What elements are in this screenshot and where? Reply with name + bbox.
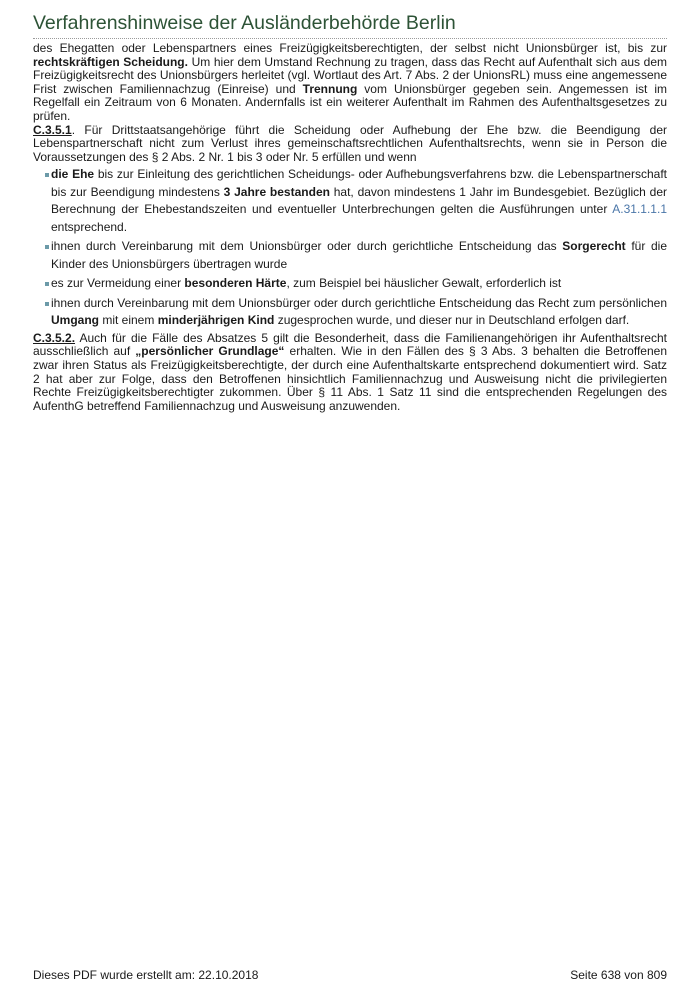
bullet-2-bold-1: Sorgerecht (562, 239, 626, 254)
intro-bold-2: Trennung (302, 81, 358, 96)
section-c351-text: . Für Drittstaatsangehörige führt die Scheidung oder Aufhebung der Ehe bzw. die Beendigung der Lebenspartnerschaft nicht zum Verlust ihres gemeinschaftsrechtlichen Aufenthaltsrechts, wenn sie in Person die Voraussetzungen des § 2 Abs. 2 Nr. 1 bis 3 oder Nr. 5 erfüllen und wenn (33, 122, 667, 164)
intro-text-1: des Ehegatten oder Lebenspartners eines Freizügigkeitsberechtigten, der selbst nicht Unionsbürger ist, bis zur (33, 41, 667, 55)
bullet-1-text-2: hat, davon mindestens 1 Jahr im Bundesgebiet. Bezüglich der Berechnung der Ehebestandszeiten und eventueller Unterbrechungen gelten die Ausführungen unter (51, 184, 667, 217)
header-divider (33, 38, 667, 39)
conditions-list (33, 166, 667, 330)
section-c352-bold-1: „persönlicher Grundlage“ (135, 344, 285, 359)
section-c352-paragraph (33, 332, 667, 414)
bullet-1-bold-2: 3 Jahre bestanden (223, 184, 330, 199)
list-item (33, 275, 667, 293)
intro-bold-1: rechtskräftigen Scheidung. (33, 54, 188, 69)
bullet-4-text-2: mit einem (99, 313, 158, 328)
bullet-3-text-1: es zur Vermeidung einer (51, 276, 185, 291)
bullet-square-icon (45, 245, 49, 249)
bullet-2-text-1: ihnen durch Vereinbarung mit dem Unionsbürger oder durch gerichtliche Entscheidung das (51, 239, 563, 254)
bullet-3-text-2: , zum Beispiel bei häuslicher Gewalt, erforderlich ist (286, 276, 562, 291)
bullet-1-bold-1: die Ehe (51, 167, 95, 182)
bullet-2-text-2: für die Kinder des Unionsbürgers übertragen wurde (51, 239, 668, 271)
document-body (33, 42, 667, 413)
list-item (33, 166, 667, 236)
section-c351-paragraph (33, 124, 667, 165)
bullet-square-icon (45, 282, 49, 286)
bullet-4-text-1: ihnen durch Vereinbarung mit dem Unionsbürger oder durch gerichtliche Entscheidung das Recht zum persönlichen (51, 295, 667, 310)
bullet-1-text-1: bis zur Einleitung des gerichtlichen Scheidungs- oder Aufhebungsverfahrens bzw. die Lebenspartnerschaft bis zur Beendigung mindestens (51, 167, 667, 199)
list-item (33, 295, 667, 330)
intro-paragraph (33, 42, 667, 124)
footer-page-number: Seite 638 von 809 (570, 968, 667, 982)
bullet-4-bold-1: Umgang (51, 313, 99, 328)
bullet-4-bold-2: minderjährigen Kind (157, 313, 275, 328)
section-c351-ref: C.3.5.1 (33, 122, 72, 137)
bullet-3-bold-1: besonderen Härte (184, 276, 287, 291)
section-c352-text-2: erhalten. Wie in den Fällen des § 3 Abs. 3 behalten die Betroffenen zwar ihren Status als Freizügigkeitsberechtigte, der durch eine Aufenthaltskarte entsprechend dokumentiert wird. Satz 2 hat aber zur Folge, dass den Betroffenen hinsichtlich Familiennachzug und Ausweisung nicht die privilegierten Rechte Freizügigkeitsberechtigter zukommen. Über § 11 Abs. 1 Satz 11 sind die entsprechenden Regelungen des AufenthG betreffend Familiennachzug und Ausweisung anzuwenden. (33, 344, 667, 413)
bullet-4-text-3: zugesprochen wurde, und dieser nur in Deutschland erfolgen darf. (274, 313, 630, 328)
reference-link-a311[interactable]: A.31.1.1.1 (612, 202, 667, 217)
section-c352-text-1: Auch für die Fälle des Absatzes 5 gilt die Besonderheit, dass die Familienangehörigen ihr Aufenthaltsrecht ausschließlich auf (33, 330, 667, 359)
footer-created-date: Dieses PDF wurde erstellt am: 22.10.2018 (33, 968, 259, 982)
bullet-square-icon (45, 302, 49, 306)
intro-text-3: vom Unionsbürger gegeben sein. Angemessen ist im Regelfall ein Zeitraum von 6 Monaten. Andernfalls ist ein weiterer Aufenthalt im Rahmen des Aufenthaltsgesetzes zu prüfen. (33, 81, 667, 123)
page-title: Verfahrenshinweise der Ausländerbehörde Berlin (33, 12, 456, 34)
bullet-square-icon (45, 173, 49, 177)
intro-text-2: Um hier dem Umstand Rechnung zu tragen, dass das Recht auf Aufenthalt sich aus dem Freizügigkeitsrecht des Unionsbürgers herleitet (vgl. Wortlaut des Art. 7 Abs. 2 der UnionsRL) muss eine angemessene Frist zwischen Familiennachzug (Einreise) und (33, 54, 668, 96)
section-c352-ref: C.3.5.2. (33, 330, 76, 345)
bullet-1-text-3: entsprechend. (51, 219, 128, 234)
list-item (33, 238, 667, 273)
